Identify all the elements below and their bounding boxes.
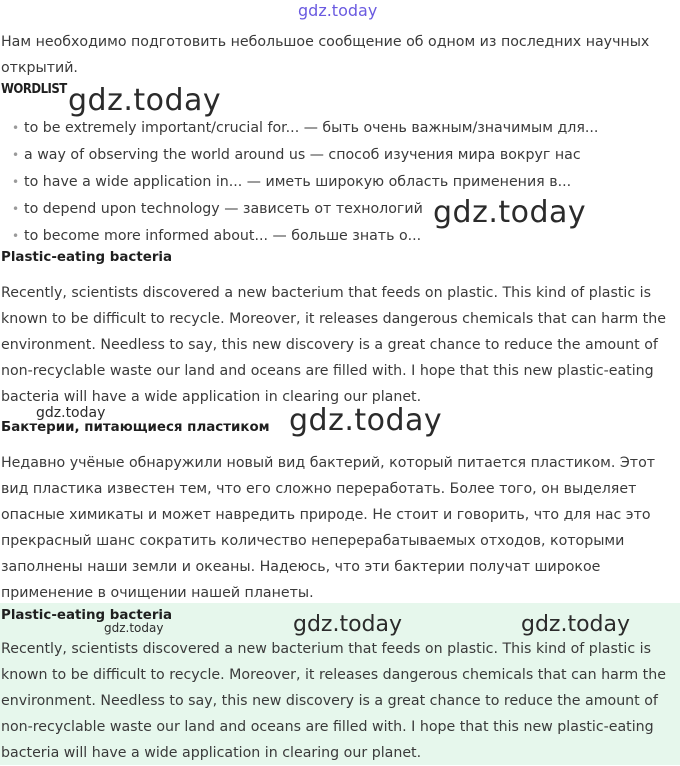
intro-text: Нам необходимо подготовить небольшое сообщение об одном из последних научных открытий. [1,34,650,76]
wordlist-heading: WORDLIST [1,82,67,97]
article-en-highlight-title: Plastic-eating bacteria [1,608,173,623]
article-ru-text: Недавно учёные обнаружили новый вид бактерий, который питается пластиком. Этот вид пластика известен тем, что его сложно переработать. Более того, он выделяет опасные химикаты и может навредить природе. Не стоит и говорить, что для нас это прекрасный шанс сократить количество неперерабатываемых отходов, которыми заполнены наши земли и океаны. Надеюсь, что эти бактерии получат широкое применение в очищении нашей планеты. [1,455,656,601]
watermark: gdz.today [433,195,587,230]
watermark-top: gdz.today [298,1,378,20]
article-en-highlight-text: Recently, scientists discovered a new bacterium that feeds on plastic. This kind of plastic is known to be difficult to recycle. Moreover, it releases dangerous chemicals that can harm the environment. Needless to say, this new discovery is a great chance to reduce the amount of non-recyclable waste our land and oceans are filled with. I hope that this new plastic-eating bacteria will have a wide application in clearing our planet. [1,641,666,761]
watermark: gdz.today [521,612,631,637]
article-ru-title: Бактерии, питающиеся пластиком [1,420,270,435]
list-item: • to become more informed about... — больше знать о... [0,223,598,250]
bullet-icon: • [12,175,20,189]
bullet-icon: • [12,121,20,135]
list-item: • to have a wide application in... — иметь широкую область применения в... [0,169,598,196]
list-item: • to be extremely important/crucial for... — быть очень важным/значимым для... [0,115,598,142]
bullet-icon: • [12,148,20,162]
article-en-text: Recently, scientists discovered a new bacterium that feeds on plastic. This kind of plastic is known to be difficult to recycle. Moreover, it releases dangerous chemicals that can harm the environment. Needless to say, this new discovery is a great chance to reduce the amount of non-recyclable waste our land and oceans are filled with. I hope that this new plastic-eating bacteria will have a wide application in clearing our planet. [1,285,666,405]
bullet-icon: • [12,202,20,216]
watermark: gdz.today [104,621,164,635]
bullet-icon: • [12,229,20,243]
list-item: • to depend upon technology — зависеть от технологий [0,196,598,223]
watermark: gdz.today [293,612,403,637]
wordlist [0,115,598,250]
watermark: gdz.today [36,405,106,421]
article-en-title: Plastic-eating bacteria [1,250,173,265]
watermark: gdz.today [289,403,443,438]
watermark: gdz.today [68,83,222,118]
list-item: • a way of observing the world around us — способ изучения мира вокруг нас [0,142,598,169]
